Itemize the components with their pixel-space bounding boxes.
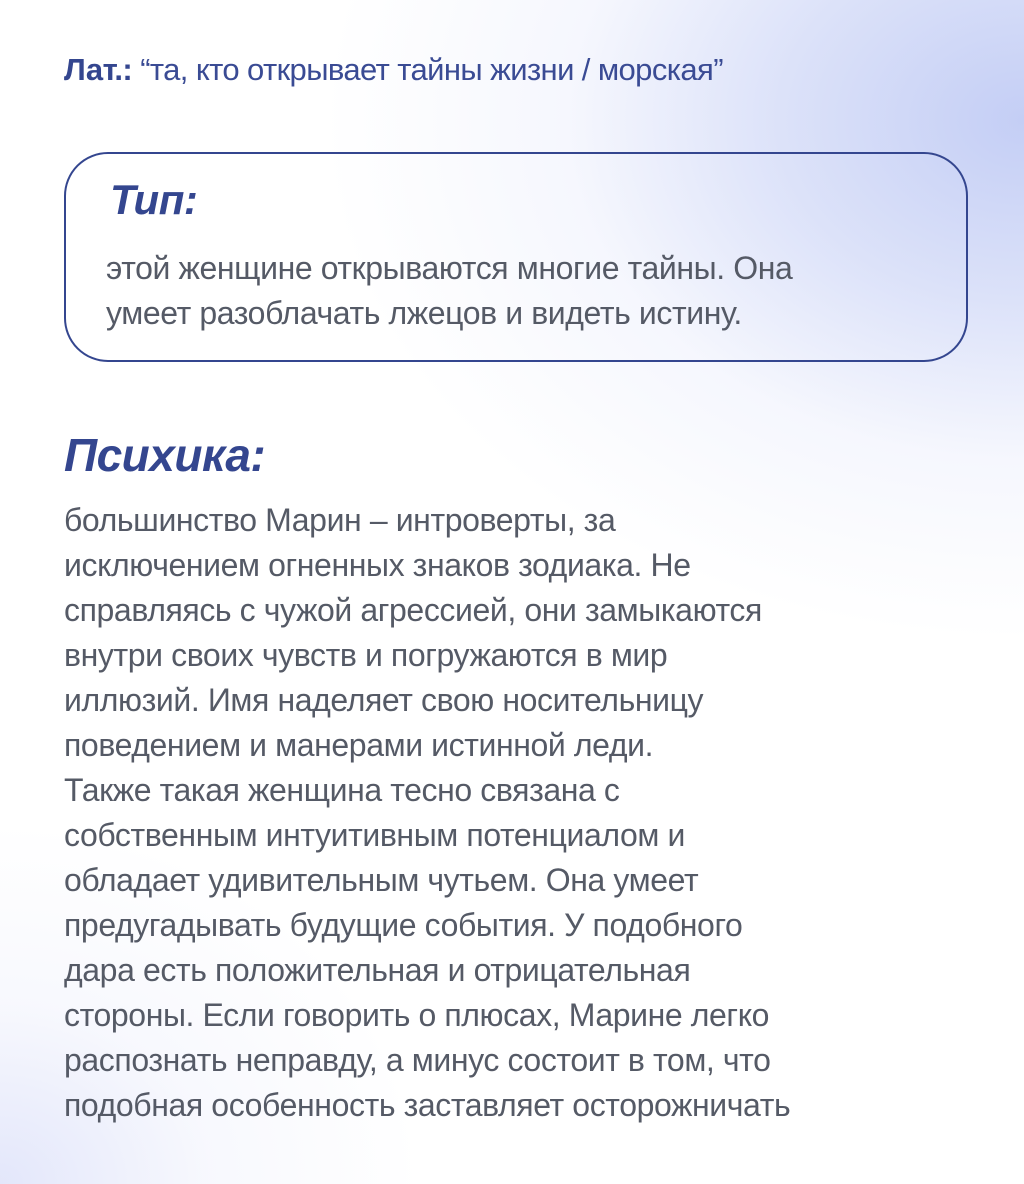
type-line: этой женщине открываются многие тайны. Она xyxy=(106,250,793,286)
type-box xyxy=(64,152,968,362)
psyche-line: дара есть положительная и отрицательная xyxy=(64,952,691,988)
type-heading: Тип: xyxy=(110,176,198,223)
psyche-description xyxy=(64,498,964,1128)
psyche-line: поведением и манерами истинной леди. xyxy=(64,727,654,763)
latin-label: Лат.: xyxy=(64,52,133,87)
psyche-line: Также такая женщина тесно связана с xyxy=(64,772,620,808)
psyche-line: исключением огненных знаков зодиака. Не xyxy=(64,547,691,583)
psyche-line: внутри своих чувств и погружаются в мир xyxy=(64,637,668,673)
psyche-line: распознать неправду, а минус состоит в том, что xyxy=(64,1042,771,1078)
psyche-heading: Психика: xyxy=(64,429,266,481)
psyche-line: справляясь с чужой агрессией, они замыкаются xyxy=(64,592,762,628)
latin-meaning xyxy=(64,52,723,88)
psyche-line: стороны. Если говорить о плюсах, Марине легко xyxy=(64,997,770,1033)
psyche-line: подобная особенность заставляет осторожничать xyxy=(64,1087,791,1123)
psyche-line: обладает удивительным чутьем. Она умеет xyxy=(64,862,699,898)
psyche-line: большинство Марин – интроверты, за xyxy=(64,502,616,538)
psyche-line: предугадывать будущие события. У подобного xyxy=(64,907,743,943)
latin-meaning-text: “та, кто открывает тайны жизни / морская” xyxy=(140,52,723,87)
psyche-line: иллюзий. Имя наделяет свою носительницу xyxy=(64,682,704,718)
type-description xyxy=(106,246,956,336)
type-line: умеет разоблачать лжецов и видеть истину. xyxy=(106,295,742,331)
psyche-line: собственным интуитивным потенциалом и xyxy=(64,817,685,853)
